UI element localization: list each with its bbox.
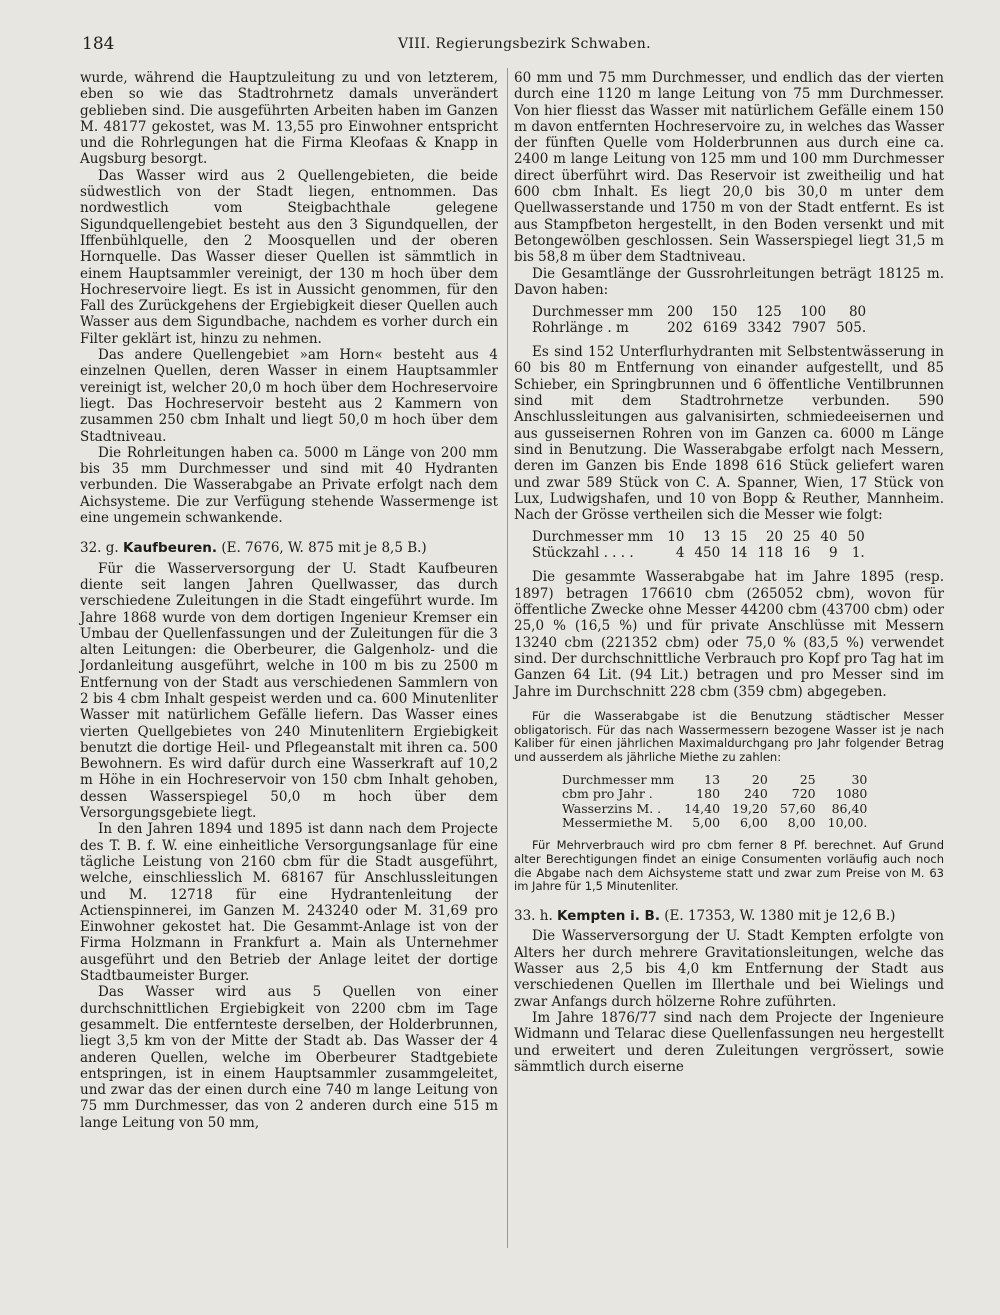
table-cell: 118: [757, 545, 784, 562]
table-cell: 202: [667, 320, 693, 337]
table-row: [562, 802, 879, 817]
table-row: [532, 320, 876, 336]
paragraph: In den Jahren 1894 und 1895 ist dann nach dem Projecte des T. B. f. W. eine einheitliche Versorgungsanlage für eine tägliche Leistung von 2160 cbm für die Stadt ausgeführt, welche, einschliesslich M. 68167 für Anschlussleitungen und M. 12718 für eine Hydrantenleitung der Actienspinnerei, im Ganzen M. 243240 oder M. 31,69 pro Einwohner gekostet hat. Die Gesammt-Anlage ist von der Firma Holzmann in Frankfurt a. Main als Unternehmer ausgeführt und den Betrieb der Anlage leitet der dortige Stadtbaumeister Burger.: [80, 821, 498, 985]
running-head: VIII. Regierungsbezirk Schwaben.: [398, 36, 651, 52]
table-cell: 100: [800, 304, 827, 321]
table-cell: 19,20: [732, 800, 768, 816]
table-cell: 40: [820, 529, 838, 546]
table-cell: 5,00: [692, 815, 721, 831]
table-cell: 15: [730, 529, 748, 546]
table-cell: 86,40: [831, 800, 868, 816]
section-title: Kempten i. B.: [557, 908, 660, 925]
table-cell: 505.: [836, 320, 867, 337]
table-cell: 1080: [835, 786, 868, 802]
table-row: [532, 304, 876, 320]
table-cell: 180: [696, 786, 721, 802]
small-print-paragraph: Für die Wasserabgabe ist die Benutzung städtischer Messer obligatorisch. Für das nach Wassermessern bezogene Wasser ist je nach Kaliber für einen jährlichen Maximaldurchgang pro Jahr folgender Betrag und ausserdem als jährliche Miethe zu zahlen:: [514, 708, 944, 765]
section-heading-kempten: [514, 908, 944, 924]
table-cell: 13: [703, 529, 721, 546]
table-cell: 6169: [703, 320, 738, 337]
paragraph: Die Gesamtlänge der Gussrohrleitungen beträgt 18125 m. Davon haben:: [514, 265, 944, 298]
table-cell: 9: [828, 545, 838, 562]
table-row: [532, 529, 875, 545]
table-cell: Durchmesser mm: [532, 304, 654, 321]
table-cell: 200: [667, 304, 693, 321]
table-cell: 14: [730, 545, 748, 562]
table-cell: Durchmesser mm: [532, 529, 654, 546]
small-print-paragraph: Für Mehrverbrauch wird pro cbm ferner 8 Pf. berechnet. Auf Grund alter Berechtigungen findet an einige Consumenten vorläufig auch noch die Abgabe nach dem Aichsysteme statt und zwar zum Preise von M. 63 im Jahre für 1,5 Minutenliter.: [514, 837, 944, 894]
table-cell: 10,00.: [827, 815, 868, 831]
table-cell: 6,00: [739, 815, 768, 831]
table-cell: cbm pro Jahr .: [562, 786, 653, 802]
paragraph: Im Jahre 1876/77 sind nach dem Projecte der Ingenieure Widmann und Telarac diese Quellenfassungen neu hergestellt und erweitert und deren Zuleitungen vergrössert, sowie sämmtlich durch eiserne: [514, 1009, 944, 1075]
section-heading-kaufbeuren: [80, 540, 498, 556]
paragraph: Für die Wasserversorgung der U. Stadt Kaufbeuren diente seit langen Jahren Quellwasser, das durch verschiedene Zuleitungen in die Stadt eingeführt wurde. Im Jahre 1868 wurde von dem dortigen Ingenieur Kremser ein Umbau der Quellenfassungen und der Zuleitungen für die 3 alten Leitungen: die Oberbeurer, die Galgenholz- und die Jordanleitung ausgeführt, welche in 100 m bis zu 2500 m Entfernung von der Stadt aus verschiedenen Sammlern von 2 bis 4 cbm Inhalt gespeist werden und ca. 600 Minutenliter Wasser mit natürlichem Gefälle liefern. Das Wasser eines vierten Quellgebietes von 240 Minutenlitern Ergiebigkeit benutzt die dortige Heil- und Pflegeanstalt mit ihren ca. 500 Bewohnern. Es wird dafür durch eine Wasserkraft auf 10,2 m Höhe in ein Hochreservoir von 150 cbm Inhalt gehoben, dessen Wasserspiegel 50,0 m hoch über dem Versorgungsgebiete liegt.: [80, 560, 498, 822]
tariff-table: [562, 773, 879, 831]
table-cell: 16: [793, 545, 811, 562]
paragraph: wurde, während die Hauptzuleitung zu und von letzterem, eben so wie das Stadtrohrnetz damals unverändert geblieben sind. Die ausgeführten Arbeiten haben im Ganzen M. 48177 gekostet, was M. 13,55 pro Einwohner entspricht und die Rohrlegungen hat die Firma Kleofaas & Knapp in Augsburg besorgt.: [80, 70, 498, 168]
paragraph: Die Rohrleitungen haben ca. 5000 m Länge von 200 mm bis 35 mm Durchmesser und sind mit 40 Hydranten verbunden. Die Wasserabgabe an Private erfolgt nach dem Aichsysteme. Die zur Verfügung stehende Wassermenge ist eine ungemein schwankende.: [80, 444, 498, 527]
paragraph: Die Wasserversorgung der U. Stadt Kempten erfolgte von Alters her durch mehrere Gravitationsleitungen, welche das Wasser aus 2,5 bis 4,0 km Entfernung der Stadt aus verschiedenen Quellen im Illerthale und bei Wielings und zwar Anfangs durch hölzerne Rohre zuführten.: [514, 928, 944, 1010]
table-row: [562, 787, 879, 802]
paragraph: 60 mm und 75 mm Durchmesser, und endlich das der vierten durch eine 1120 m lange Leitung von 75 mm Durchmesser. Von hier fliesst das Wasser mit natürlichem Gefälle einem 150 m davon entfernten Hochreservoire zu, in welches das Wasser der fünften Quelle vom Holderbrunnen aus durch eine ca. 2400 m lange Leitung von 125 mm und 100 mm Durchmesser direct überführt wird. Das Reservoir ist zweitheilig und hat 600 cbm Inhalt. Es liegt 20,0 bis 30,0 m unter dem Quellwasserstande und 1750 m von der Stadt entfernt. Es ist aus Stampfbeton hergestellt, in den Boden versenkt und mit Betongewölben geschlossen. Sein Wasserspiegel liegt 31,5 m bis 58,8 m über dem Stadtniveau.: [514, 70, 944, 266]
left-column: [80, 70, 498, 1131]
section-number: 33. h.: [514, 908, 553, 925]
table-cell: 8,00: [787, 815, 816, 831]
table-cell: 30: [851, 771, 868, 787]
section-number: 32. g.: [80, 540, 119, 557]
section-info: (E. 17353, W. 1380 mit je 12,6 B.): [664, 908, 896, 925]
table-cell: 14,40: [684, 800, 721, 816]
table-cell: 25: [799, 771, 816, 787]
pipe-length-table: [532, 304, 876, 336]
paragraph: Das Wasser wird aus 5 Quellen von einer durchschnittlichen Ergiebigkeit von 2200 cbm im Tage gesammelt. Die entfernteste derselben, der Holderbrunnen, liegt 3,5 km von der Mitte der Stadt ab. Das Wasser der 4 anderen Quellen, welche im Oberbeurer Stadtgebiete entspringen, ist in einem Hauptsammler zusammgeleitet, und zwar das der einen durch eine 740 m lange Leitung von 75 mm Durchmesser, das von 2 anderen durch eine 515 m lange Leitung von 50 mm,: [80, 984, 498, 1131]
table-cell: Wasserzins M. .: [562, 800, 662, 816]
table-row: [562, 816, 879, 831]
table-cell: 20: [765, 529, 784, 546]
table-cell: 13: [704, 771, 721, 787]
table-cell: 57,60: [779, 800, 816, 816]
table-cell: 125: [755, 304, 782, 321]
table-cell: 240: [743, 786, 768, 802]
section-info: (E. 7676, W. 875 mit je 8,5 B.): [221, 540, 427, 557]
table-cell: 150: [711, 304, 738, 321]
column-divider: [507, 68, 508, 1248]
table-cell: 4: [675, 545, 685, 562]
table-cell: 10: [667, 529, 685, 546]
paragraph: Das Wasser wird aus 2 Quellengebieten, die beide südwestlich von der Stadt liegen, entnommen. Das nordwestlich vom Steigbachthale gelegene Sigundquellengebiet besteht aus den 3 Sigundquellen, der Iffenbühlquelle, den 2 Moosquellen und der oberen Hornquelle. Das Wasser dieser Quellen ist sämmtlich in einem Hauptsammler vereinigt, der 130 m hoch über dem Hochreservoire liegt. Es ist in Aussicht genommen, für den Fall des Zurückgehens der Ergiebigkeit dieser Quellen auch Wasser aus dem Sigundbache, nachdem es vorher durch ein Filter geklärt ist, hinzu zu nehmen.: [80, 167, 498, 347]
table-cell: Messermiethe M.: [562, 815, 673, 831]
table-cell: 450: [694, 545, 721, 562]
table-cell: 20: [751, 771, 768, 787]
section-title: Kaufbeuren.: [123, 540, 218, 557]
table-cell: 720: [791, 786, 816, 802]
table-cell: 3342: [747, 320, 782, 337]
paragraph: Die gesammte Wasserabgabe hat im Jahre 1895 (resp. 1897) betragen 176610 cbm (265052 cbm), wovon für öffentliche Zwecke ohne Messer 44200 cbm (43700 cbm) oder 25,0 % (16,5 %) und für private Anschlüsse mit Messern 13240 cbm (221352 cbm) oder 75,0 % (83,5 %) verwendet sind. Der durchschnittliche Verbrauch pro Kopf pro Tag hat im Ganzen 64 Lit. (94 Lit.) betragen und pro Messer sind im Jahre im Durchschnitt 228 cbm (359 cbm) abgegeben.: [514, 569, 944, 700]
table-cell: Stückzahl . . . .: [532, 545, 634, 562]
table-cell: 1.: [851, 545, 865, 562]
table-cell: Durchmesser mm: [562, 771, 675, 787]
table-cell: 50: [847, 529, 865, 546]
table-cell: 7907: [791, 320, 827, 337]
table-cell: 80: [848, 304, 867, 321]
meter-count-table: [532, 529, 875, 561]
table-cell: Rohrlänge . m: [532, 320, 629, 337]
page-number: 184: [82, 34, 115, 54]
table-row: [532, 545, 875, 561]
paragraph: Es sind 152 Unterflurhydranten mit Selbstentwässerung in 60 bis 80 m Entfernung von einander aufgestellt, und 85 Schieber, ein Springbrunnen und 6 öffentliche Ventilbrunnen sind mit dem Stadtrohrnetze verbunden. 590 Anschlussleitungen aus galvanisirten, schmiedeeisernen und aus gusseisernen Rohren von im Ganzen ca. 6000 m Länge sind in Benutzung. Die Wasserabgabe erfolgt nach Messern, deren im Ganzen bis Ende 1898 616 Stück geliefert waren und zwar 589 Stück von C. A. Spanner, Wien, 17 Stück von Lux, Ludwigshafen, und 10 von Bopp & Reuther, Mannheim. Nach der Grösse vertheilen sich die Messer wie folgt:: [514, 344, 944, 524]
table-cell: 25: [793, 529, 811, 546]
table-row: [562, 773, 879, 788]
paragraph: Das andere Quellengebiet »am Horn« besteht aus 4 einzelnen Quellen, deren Wasser in einem Hauptsammler vereinigt ist, welcher 20,0 m hoch über dem Hochreservoire liegt. Das Hochreservoir besteht aus 2 Kammern von zusammen 250 cbm Inhalt und liegt 50,0 m hoch über dem Stadtniveau.: [80, 347, 498, 445]
right-column: [514, 70, 944, 1075]
